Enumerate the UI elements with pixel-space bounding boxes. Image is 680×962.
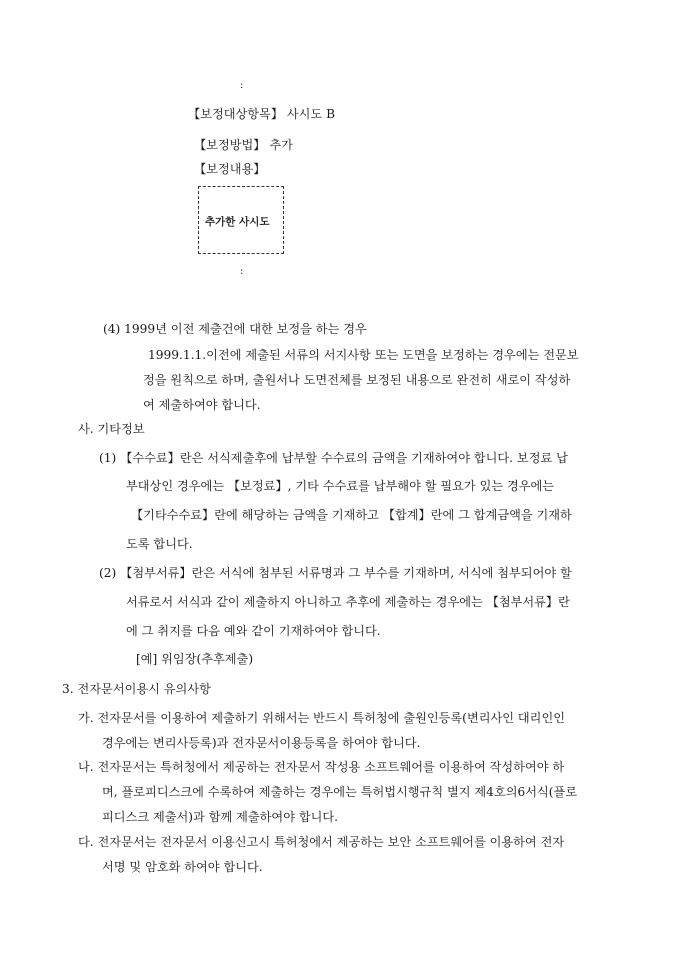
paragraph-line: 여 제출하여야 합니다. bbox=[143, 398, 261, 412]
figure-label: 추가한 사시도 bbox=[205, 216, 270, 228]
example-line: [예] 위임장(추후제출) bbox=[136, 652, 254, 666]
item-ga-line: 가. 전자문서를 이용하여 제출하기 위해서는 반드시 특허청에 출원인등록(변리사인 대리인인 bbox=[78, 711, 565, 725]
item-ga-line: 경우에는 변리사등록)과 전자문서이용등록을 하여야 합니다. bbox=[102, 736, 421, 750]
ellipsis-colon: : bbox=[240, 266, 244, 277]
correction-content-label: 【보정내용】 bbox=[194, 162, 266, 176]
item-1-line: (1) 【수수료】란은 서식제출후에 납부할 수수료의 금액을 기재하여야 합니다. 보정료 납 bbox=[99, 451, 568, 465]
item-na-line: 나. 전자문서는 특허청에서 제공하는 전자문서 작성용 소프트웨어를 이용하여 작성하여야 하 bbox=[78, 760, 565, 774]
ellipsis-colon: : bbox=[240, 80, 244, 91]
item-1-line: 【기타수수료】란에 해당하는 금액을 기재하고 【합계】란에 그 합계금액을 기재하 bbox=[131, 508, 572, 522]
correction-target-item: 【보정대상항목】 사시도 B bbox=[188, 107, 336, 121]
perspective-figure-placeholder bbox=[198, 186, 284, 254]
item-1-line: 부대상인 경우에는 【보정료】, 기타 수수료를 납부해야 할 필요가 있는 경우에는 bbox=[126, 479, 555, 493]
item-na-line: 피디스크 제출서)과 함께 제출하여야 합니다. bbox=[102, 810, 339, 824]
item-da-line: 다. 전자문서는 전자문서 이용신고시 특허청에서 제공하는 보안 소프트웨어를 이용하여 전자 bbox=[78, 835, 565, 849]
section-4-heading: (4) 1999년 이전 제출건에 대한 보정을 하는 경우 bbox=[103, 322, 367, 336]
paragraph-line: 정을 원칙으로 하며, 출원서나 도면전체를 보정된 내용으로 완전히 새로이 작성하 bbox=[143, 373, 571, 387]
correction-method: 【보정방법】 추가 bbox=[194, 138, 293, 152]
section-3-heading: 3. 전자문서이용시 유의사항 bbox=[62, 682, 211, 696]
other-info-heading: 사. 기타정보 bbox=[78, 422, 145, 436]
item-2-line: (2) 【첨부서류】란은 서식에 첨부된 서류명과 그 부수를 기재하며, 서식에 첨부되어야 할 bbox=[99, 566, 572, 580]
item-2-line: 서류로서 서식과 같이 제출하지 아니하고 추후에 제출하는 경우에는 【첨부서류】란 bbox=[126, 595, 570, 609]
item-da-line: 서명 및 암호화 하여야 합니다. bbox=[102, 860, 263, 874]
item-1-line: 도록 합니다. bbox=[126, 537, 193, 551]
item-na-line: 며, 플로피디스크에 수록하여 제출하는 경우에는 특허법시행규칙 별지 제4호의6서식(플로 bbox=[102, 785, 578, 799]
paragraph-line: 1999.1.1.이전에 제출된 서류의 서지사항 또는 도면을 보정하는 경우에는 전문보 bbox=[148, 348, 579, 362]
item-2-line: 에 그 취지를 다음 예와 같이 기재하여야 합니다. bbox=[126, 624, 381, 638]
